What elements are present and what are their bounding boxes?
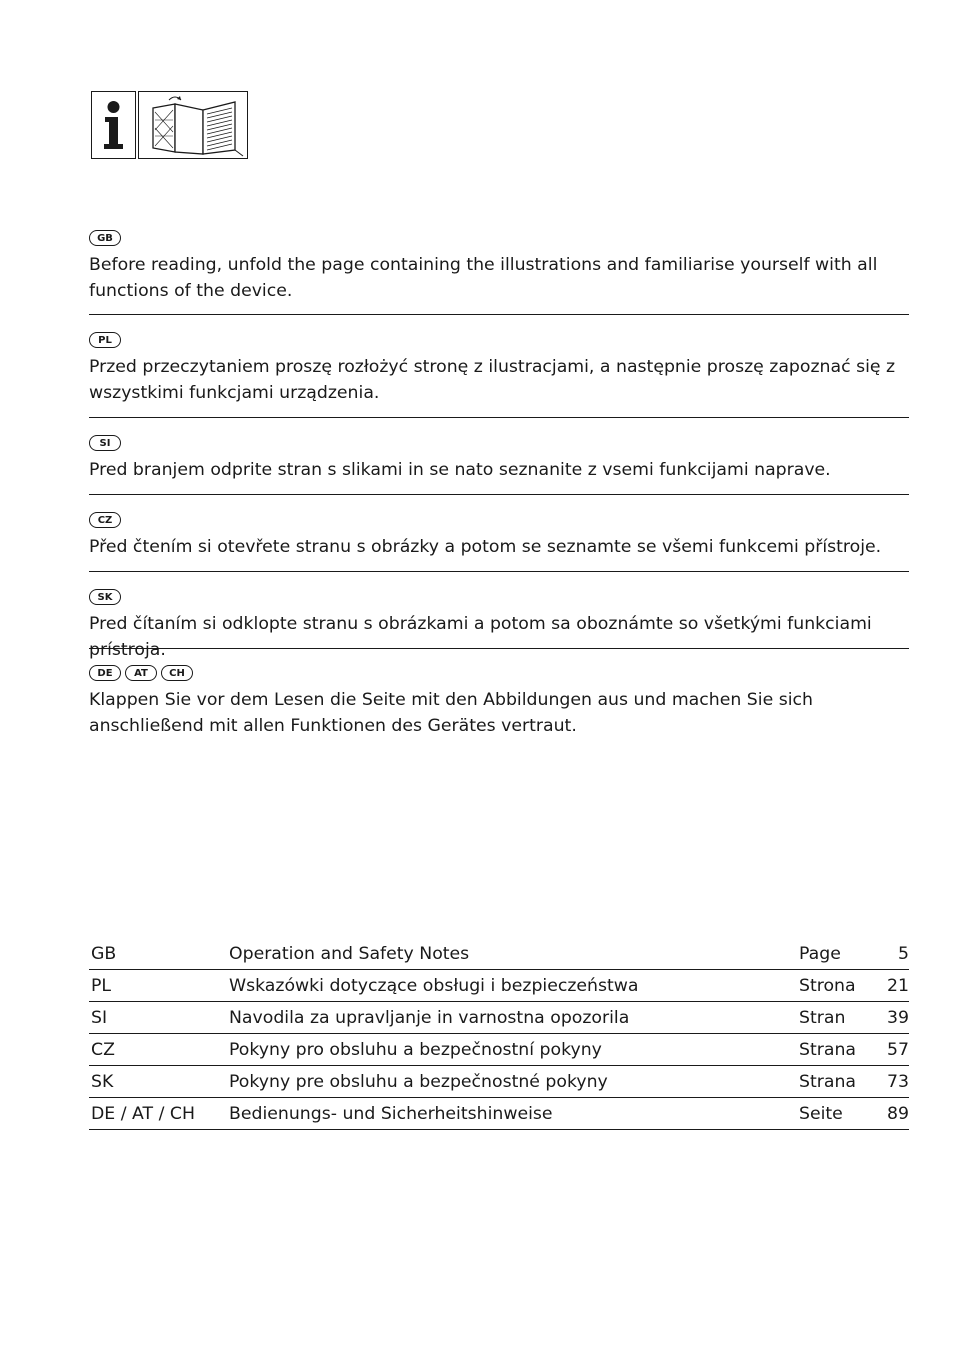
section-text-sk: Pred čítaním si odklopte stranu s obrázkami a potom sa oboznámte so všetkými funkciami prístroja.	[89, 614, 872, 660]
toc-lang: DE / AT / CH	[89, 1098, 229, 1130]
table-row	[89, 1002, 909, 1034]
section-text-si: Pred branjem odprite stran s slikami in se nato seznanite z vsemi funkcijami naprave.	[89, 460, 831, 480]
info-icon	[91, 91, 136, 159]
unfold-page-icon	[138, 91, 248, 159]
toc-page-word: Strana	[799, 1066, 869, 1098]
section-text-pl: Przed przeczytaniem proszę rozłożyć stronę z ilustracjami, a następnie proszę zapoznać się z wszystkimi funkcjami urządzenia.	[89, 357, 896, 403]
toc-page-word: Page	[799, 938, 869, 970]
country-badge-pl: PL	[89, 332, 121, 348]
country-badge-sk: SK	[89, 589, 121, 605]
section-cz	[89, 510, 909, 572]
toc-title: Pokyny pre obsluhu a bezpečnostné pokyny	[229, 1066, 799, 1098]
toc-page-word: Strana	[799, 1034, 869, 1066]
toc-title: Wskazówki dotyczące obsługi i bezpieczeństwa	[229, 970, 799, 1002]
toc-title: Operation and Safety Notes	[229, 938, 799, 970]
section-si	[89, 433, 909, 495]
country-badge-ch: CH	[161, 665, 193, 681]
toc-page-number: 57	[869, 1034, 909, 1066]
table-row	[89, 1034, 909, 1066]
toc-lang: SK	[89, 1066, 229, 1098]
country-badge-si: SI	[89, 435, 121, 451]
toc-title: Bedienungs- und Sicherheitshinweise	[229, 1098, 799, 1130]
section-pl	[89, 330, 909, 418]
toc-lang: CZ	[89, 1034, 229, 1066]
section-text-cz: Před čtením si otevřete stranu s obrázky a potom se seznamte se všemi funkcemi přístroje.	[89, 537, 882, 557]
toc-page-number: 39	[869, 1002, 909, 1034]
toc-page-word: Strona	[799, 970, 869, 1002]
toc-lang: SI	[89, 1002, 229, 1034]
table-row	[89, 938, 909, 970]
toc-page-number: 73	[869, 1066, 909, 1098]
table-row	[89, 1098, 909, 1130]
toc-page-number: 21	[869, 970, 909, 1002]
toc-page-word: Stran	[799, 1002, 869, 1034]
toc-title: Pokyny pro obsluhu a bezpečnostní pokyny	[229, 1034, 799, 1066]
section-text-de-at-ch: Klappen Sie vor dem Lesen die Seite mit den Abbildungen aus und machen Sie sich anschließend mit allen Funktionen des Gerätes vertraut.	[89, 690, 813, 736]
section-de-at-ch	[89, 663, 909, 749]
country-badge-gb: GB	[89, 230, 121, 246]
table-of-contents	[89, 938, 909, 1130]
toc-lang: PL	[89, 970, 229, 1002]
table-row	[89, 1066, 909, 1098]
toc-page-number: 5	[869, 938, 909, 970]
country-badge-de: DE	[89, 665, 121, 681]
toc-title: Navodila za upravljanje in varnostna opozorila	[229, 1002, 799, 1034]
toc-page-number: 89	[869, 1098, 909, 1130]
section-gb	[89, 228, 909, 315]
country-badge-cz: CZ	[89, 512, 121, 528]
toc-lang: GB	[89, 938, 229, 970]
toc-page-word: Seite	[799, 1098, 869, 1130]
table-row	[89, 970, 909, 1002]
section-sk	[89, 587, 909, 660]
country-badge-at: AT	[125, 665, 157, 681]
section-text-gb: Before reading, unfold the page containing the illustrations and familiarise yourself with all functions of the device.	[89, 255, 878, 301]
